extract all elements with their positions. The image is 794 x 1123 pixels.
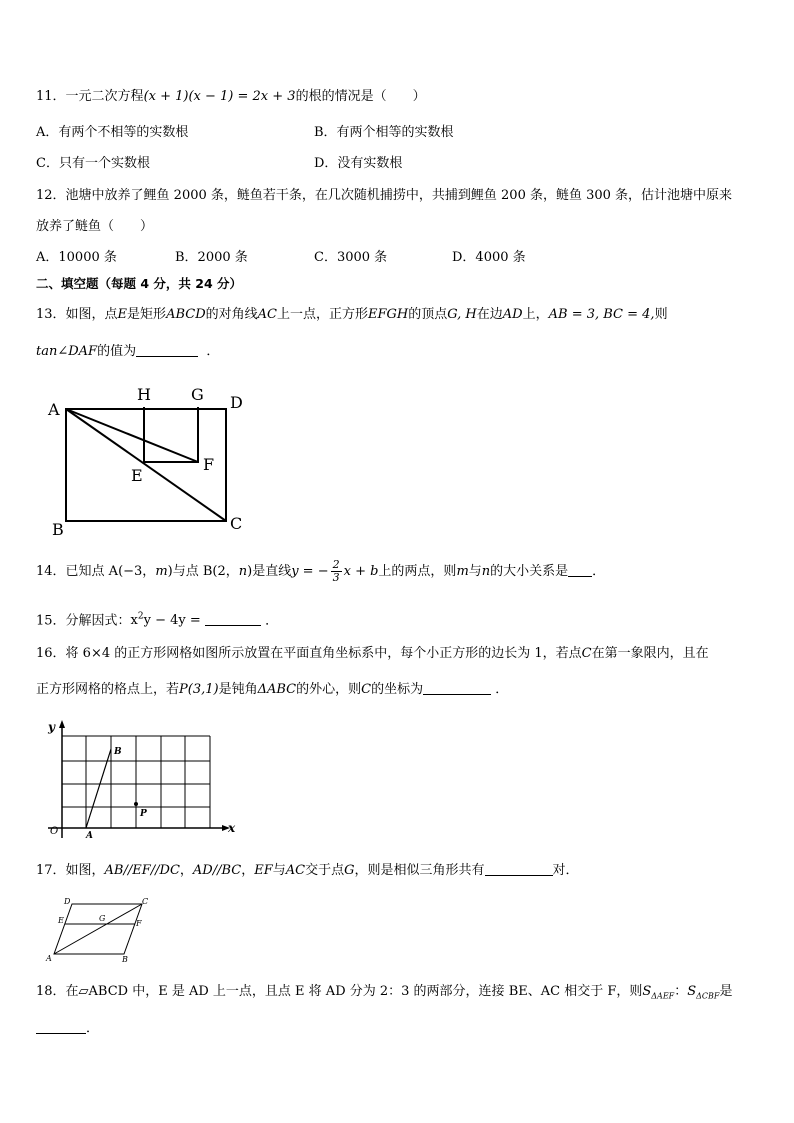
q11-option-c[interactable]: C．只有一个实数根	[36, 156, 150, 171]
q18-stem-line2: ．	[36, 1020, 99, 1038]
point-a-label: A	[86, 831, 93, 841]
q16-grid-figure	[44, 718, 244, 840]
q11-option-d[interactable]: D．没有实数根	[314, 156, 403, 171]
q15-answer-blank[interactable]	[205, 625, 261, 626]
q16-stem-line1: 16．将 6×4 的正方形网格如图所示放置在平面直角坐标系中，每个小正方形的边长为 1，若点C在第一象限内，且在	[36, 646, 709, 661]
diagonal-ac	[66, 409, 226, 521]
q15-expression: $x^2y - 4y$ =	[130, 612, 201, 629]
q14-answer-blank[interactable]	[568, 576, 592, 577]
grid-lines	[62, 736, 210, 828]
diagonal-ac	[54, 904, 142, 954]
q13-figure	[40, 382, 250, 542]
q15-stem: 15．分解因式：$x^2y - 4y$ = ．	[36, 612, 279, 629]
q18-answer-blank[interactable]	[36, 1033, 86, 1034]
y-axis-arrow	[59, 720, 65, 728]
q11-equation: (x + 1)(x − 1) = 2x + 3	[143, 89, 296, 104]
fraction-two-thirds: $\frac{2}{3}$	[332, 558, 340, 584]
q12-option-a[interactable]: A．10000 条	[36, 250, 117, 265]
label-g: G	[191, 385, 204, 404]
x-axis-label: x	[228, 821, 236, 835]
section-title: 二、填空题（每题 4 分，共 24 分）	[36, 276, 243, 291]
q16-answer-blank[interactable]	[423, 694, 491, 695]
label-e: E	[131, 466, 143, 485]
point-b-label: B	[114, 747, 122, 757]
origin-label: O	[50, 826, 59, 837]
q12-option-b[interactable]: B．2000 条	[175, 250, 248, 265]
label-e: E	[58, 916, 64, 925]
label-f: F	[136, 919, 142, 928]
q13-stem-line2: tan∠DAF的值为 ．	[36, 344, 220, 359]
label-c: C	[230, 514, 243, 533]
y-axis-label: y	[48, 720, 55, 734]
q17-answer-blank[interactable]	[485, 875, 553, 876]
q12-stem-line2: 放养了鲢鱼（ ）	[36, 219, 154, 234]
q12-option-d[interactable]: D．4000 条	[452, 250, 526, 265]
label-a: A	[48, 400, 60, 419]
label-c: C	[142, 897, 149, 906]
label-g: G	[99, 914, 106, 923]
label-h: H	[137, 385, 151, 404]
point-p	[134, 802, 138, 806]
q18-stem-line1: 18．在▱ABCD 中，E 是 AD 上一点，且点 E 将 AD 分为 2：3 的两部分，连接 BE、AC 相交于 F，则$S_{\Delta AEF}$：$S_{\Delta CBF}$是	[36, 984, 733, 1001]
label-d: D	[230, 393, 243, 412]
q12-option-c[interactable]: C．3000 条	[314, 250, 388, 265]
q16-stem-line2: 正方形网格的格点上，若P(3,1)是钝角ΔABC的外心，则C的坐标为 ．	[36, 682, 509, 697]
label-f: F	[203, 455, 215, 474]
q11-option-b[interactable]: B．有两个相等的实数根	[314, 125, 454, 140]
q17-figure	[44, 894, 156, 964]
q17-stem: 17．如图，AB//EF//DC，AD//BC，EF与AC交于点G，则是相似三角形共有 对．	[36, 863, 579, 878]
label-d: D	[64, 897, 71, 906]
q13-stem-line1: 13．如图，点E是矩形ABCD的对角线AC上一点，正方形EFGH的顶点G, H在边AD上，AB = 3, BC = 4,则	[36, 307, 668, 322]
square-efgh	[144, 407, 198, 462]
q14-stem: 14．已知点 A(−3，m)与点 B(2，n)是直线y = − $\frac{2}{3}$ x + b上的两点，则m与n的大小关系是 ．	[36, 558, 606, 584]
q11-stem: 11．一元二次方程(x + 1)(x − 1) = 2x + 3的根的情况是（ ）	[36, 89, 426, 104]
label-b: B	[52, 520, 64, 539]
q12-stem-line1: 12．池塘中放养了鲤鱼 2000 条，鲢鱼若干条，在几次随机捕捞中，共捕到鲤鱼 200 条，鲢鱼 300 条，估计池塘中原来	[36, 188, 733, 203]
q11-option-a[interactable]: A．有两个不相等的实数根	[36, 125, 189, 140]
point-p-label: P	[140, 809, 147, 819]
label-a: A	[46, 954, 52, 963]
label-b: B	[122, 955, 128, 964]
q13-answer-blank[interactable]	[136, 356, 198, 357]
